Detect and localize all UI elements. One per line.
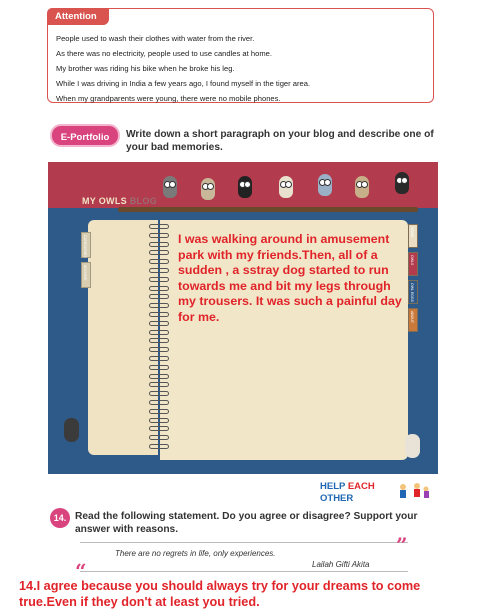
owl-icon xyxy=(395,172,409,194)
answer-text: 14.I agree because you should always try for your dreams to come true.Even if they don't at least you tried. xyxy=(19,579,421,609)
blog-title-suffix: BLOG xyxy=(129,196,157,206)
quote-author: Lailah Gifti Akita xyxy=(312,560,370,569)
spiral-ring xyxy=(149,391,169,396)
tab-archive[interactable] xyxy=(81,262,91,288)
spiral-ring xyxy=(149,382,169,387)
tab-owl-eggs[interactable] xyxy=(408,280,418,304)
blog-post-text: I was walking around in amusement park with my friends.Then, all of a sudden , a sstray dog started to run towards me and bit my legs through my trousers. It was such a painful day for me. xyxy=(178,232,402,324)
blog-title xyxy=(82,196,157,206)
tab-label: OWLS xyxy=(410,255,414,266)
spiral-ring xyxy=(149,286,169,291)
owl-icon xyxy=(318,174,332,196)
spiral-ring xyxy=(149,321,169,326)
spiral-ring xyxy=(149,356,169,361)
open-quote-mark: “ xyxy=(75,559,87,583)
spiral-ring xyxy=(149,374,169,379)
help-word: HELP xyxy=(320,481,346,492)
owl-icon xyxy=(201,178,215,200)
attention-box xyxy=(47,8,434,103)
blog-title-main: MY OWLS xyxy=(82,196,127,206)
tab-label: CATEGORIES xyxy=(83,235,87,258)
question-number-badge: 14. xyxy=(50,508,70,528)
each-word: EACH xyxy=(347,481,375,492)
spiral-ring xyxy=(149,303,169,308)
spiral-ring xyxy=(149,444,169,449)
tab-home[interactable] xyxy=(408,224,418,248)
spiral-ring xyxy=(149,347,169,352)
other-word: OTHER xyxy=(320,493,354,504)
owl-icon xyxy=(163,176,177,198)
help-each-other-logo xyxy=(320,481,375,505)
list-item: My brother was riding his bike when he broke his leg. xyxy=(56,64,235,73)
list-item: When my grandparents were young, there were no mobile phones. xyxy=(56,94,281,103)
quote-text: There are no regrets in life, only experiences. xyxy=(115,549,276,558)
eportfolio-instruction: Write down a short paragraph on your blog and describe one of your bad memories. xyxy=(126,129,434,153)
spiral-ring xyxy=(149,259,169,264)
attention-list xyxy=(56,31,427,106)
spiral-ring xyxy=(149,330,169,335)
spiral-ring xyxy=(149,409,169,414)
spiral-ring xyxy=(149,242,169,247)
eportfolio-badge: E-Portfolio xyxy=(50,124,120,147)
spiral-binding xyxy=(149,224,171,454)
spiral-ring xyxy=(149,250,169,255)
owl-icon xyxy=(279,176,293,198)
spiral-ring xyxy=(149,268,169,273)
list-item: People used to wash their clothes with water from the river. xyxy=(56,34,255,43)
close-quote-mark: ” xyxy=(396,533,408,557)
spiral-ring xyxy=(149,435,169,440)
owl-icon xyxy=(405,434,420,458)
tab-label: OWL EGGS xyxy=(410,283,414,302)
list-item: As there was no electricity, people used to use candles at home. xyxy=(56,49,272,58)
tab-label: HOME xyxy=(410,227,414,238)
tab-label: ARCHIVE xyxy=(83,265,87,281)
spiral-ring xyxy=(149,294,169,299)
spiral-ring xyxy=(149,338,169,343)
list-item: While I was driving in India a few years ago, I found myself in the tiger area. xyxy=(56,79,311,88)
owl-icon xyxy=(238,176,252,198)
spiral-ring xyxy=(149,312,169,317)
tree-branch xyxy=(118,207,418,212)
tab-label: ABOUT xyxy=(410,311,414,324)
owl-icon xyxy=(355,176,369,198)
kids-illustration xyxy=(395,481,431,503)
tab-about[interactable] xyxy=(408,308,418,332)
spiral-ring xyxy=(149,400,169,405)
tab-categories[interactable] xyxy=(81,232,91,258)
spiral-ring xyxy=(149,277,169,282)
question-text: Read the following statement. Do you agree or disagree? Support your answer with reasons. xyxy=(75,511,418,535)
owl-icon xyxy=(64,418,79,442)
spiral-ring xyxy=(149,418,169,423)
tab-owls[interactable] xyxy=(408,252,418,276)
attention-title: Attention xyxy=(47,8,109,25)
spiral-ring xyxy=(149,365,169,370)
spiral-ring xyxy=(149,224,169,229)
spiral-ring xyxy=(149,426,169,431)
spiral-ring xyxy=(149,233,169,238)
notebook-left-page xyxy=(88,220,158,455)
